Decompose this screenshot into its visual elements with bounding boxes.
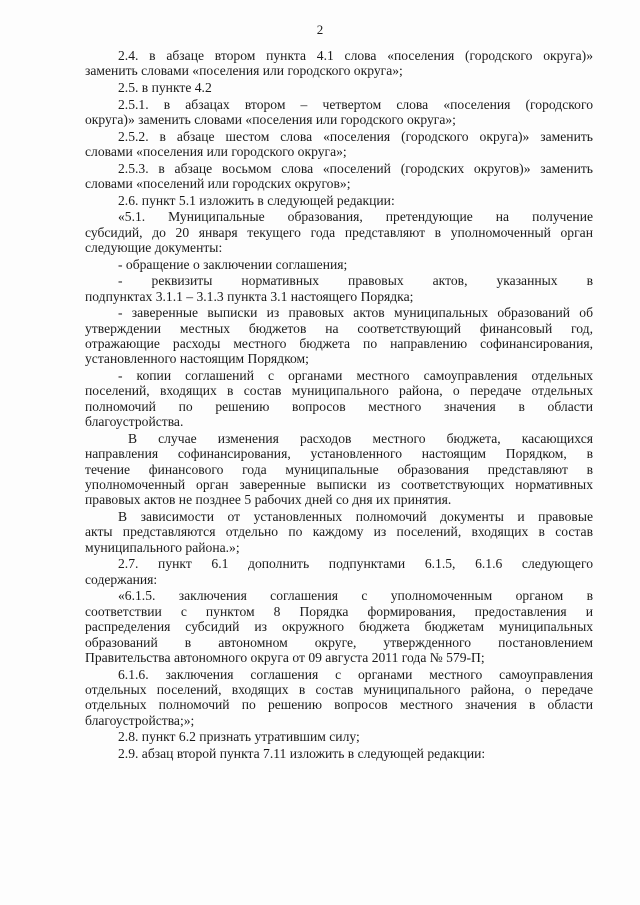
text-line: отдельных поселений, входящих в состав муниципального района, о передаче bbox=[85, 682, 593, 698]
text-line: 2.7. пункт 6.1 дополнить подпунктами 6.1.5, 6.1.6 следующего bbox=[118, 556, 593, 572]
text-line: утверждении местных бюджетов на соответствующий финансовый год, bbox=[85, 320, 593, 336]
paragraph bbox=[85, 729, 593, 744]
text-line: подпунктах 3.1.1 – 3.1.3 пункта 3.1 настоящего Порядка; bbox=[85, 288, 414, 304]
text-line: течение финансового года муниципальные образования представляют в bbox=[85, 461, 593, 477]
paragraph bbox=[85, 193, 593, 208]
paragraph bbox=[85, 209, 593, 255]
text-line: 2.5. в пункте 4.2 bbox=[118, 80, 212, 95]
text-line: 2.5.2. в абзаце шестом слова «поселения (городского округа)» заменить bbox=[118, 128, 593, 144]
text-line: В случае изменения расходов местного бюджета, касающихся bbox=[128, 430, 593, 446]
page-number: 2 bbox=[316, 22, 324, 37]
text-line: 2.8. пункт 6.2 признать утратившим силу; bbox=[118, 729, 360, 745]
text-line: полномочий по решению вопросов местного значения в области bbox=[85, 398, 593, 414]
text-line: установленного настоящим Порядком; bbox=[85, 351, 309, 367]
text-line: благоустройства;»; bbox=[85, 712, 195, 728]
text-line: правовых актов не позднее 5 рабочих дней со дня их принятия. bbox=[85, 492, 452, 508]
text-line: муниципального района.»; bbox=[85, 539, 240, 555]
paragraph bbox=[85, 257, 593, 272]
text-line: 2.4. в абзаце втором пункта 4.1 слова «поселения (городского округа)» bbox=[118, 48, 593, 63]
paragraph bbox=[85, 273, 593, 304]
text-line: - реквизиты нормативных правовых актов, указанных в bbox=[118, 273, 593, 289]
text-line: отражающие расходы местного бюджета по направлению софинансирования, bbox=[85, 336, 593, 351]
text-line: следующие документы: bbox=[85, 240, 223, 255]
paragraph bbox=[85, 368, 593, 430]
text-line: 6.1.6. заключения соглашения с органами местного самоуправления bbox=[118, 666, 593, 682]
text-line: содержания: bbox=[85, 571, 158, 587]
text-line: - обращение о заключении соглашения; bbox=[118, 256, 348, 272]
paragraph bbox=[85, 556, 593, 587]
text-line: «5.1. Муниципальные образования, претендующие на получение bbox=[118, 209, 593, 225]
paragraph bbox=[85, 431, 593, 508]
text-line: 2.5.1. в абзацах втором – четвертом слова «поселения (городского bbox=[118, 96, 593, 112]
text-line: акты представляются отдельно по каждому из поселений, входящих в состав bbox=[85, 524, 593, 540]
text-line: В зависимости от установленных полномочий документы и правовые bbox=[118, 509, 593, 525]
text-line: 2.6. пункт 5.1 изложить в следующей редакции: bbox=[118, 192, 395, 208]
paragraph bbox=[85, 48, 593, 79]
text-line: словами «поселения или городского округа»; bbox=[85, 144, 347, 159]
text-line: направления софинансирования, установленного настоящим Порядком, в bbox=[85, 446, 593, 462]
text-line: - копии соглашений с органами местного самоуправления отдельных bbox=[118, 368, 593, 383]
text-line: 2.9. абзац второй пункта 7.11 изложить в следующей редакции: bbox=[118, 746, 486, 762]
paragraph bbox=[85, 161, 593, 192]
text-line: субсидий, до 20 января текущего года представляют в уполномоченный орган bbox=[85, 224, 593, 240]
paragraph bbox=[85, 80, 593, 95]
paragraph bbox=[85, 746, 593, 761]
text-line: округа)» заменить словами «поселения или городского округа»; bbox=[85, 112, 456, 127]
text-line: образований в автономном округе, утвержденного постановлением bbox=[85, 634, 593, 650]
text-line: благоустройства. bbox=[85, 414, 184, 430]
text-line: - заверенные выписки из правовых актов муниципальных образований об bbox=[118, 305, 593, 321]
document-body bbox=[85, 48, 593, 763]
text-line: 2.5.3. в абзаце восьмом слова «поселений (городских округов)» заменить bbox=[118, 160, 593, 176]
paragraph bbox=[85, 667, 593, 729]
paragraph bbox=[85, 509, 593, 555]
text-line: отдельных полномочий по решению вопросов местного значения в области bbox=[85, 697, 593, 713]
text-line: соответствии с пунктом 8 Порядка формирования, предоставления и bbox=[85, 603, 593, 619]
text-line: распределения субсидий из окружного бюджета бюджетам муниципальных bbox=[85, 619, 593, 635]
text-line: словами «поселений или городских округов»; bbox=[85, 176, 351, 191]
text-line: поселений, входящих в состав муниципального района, о передаче отдельных bbox=[85, 383, 593, 399]
paragraph bbox=[85, 305, 593, 367]
text-line: Правительства автономного округа от 09 августа 2011 года № 579-П; bbox=[85, 650, 485, 666]
text-line: «6.1.5. заключения соглашения с уполномоченным органом в bbox=[118, 588, 593, 604]
text-line: заменить словами «поселения или городского округа»; bbox=[85, 63, 403, 79]
text-line: уполномоченный орган заверенные выписки из соответствующих нормативных bbox=[85, 477, 593, 493]
paragraph bbox=[85, 129, 593, 160]
paragraph bbox=[85, 97, 593, 128]
paragraph bbox=[85, 588, 593, 665]
